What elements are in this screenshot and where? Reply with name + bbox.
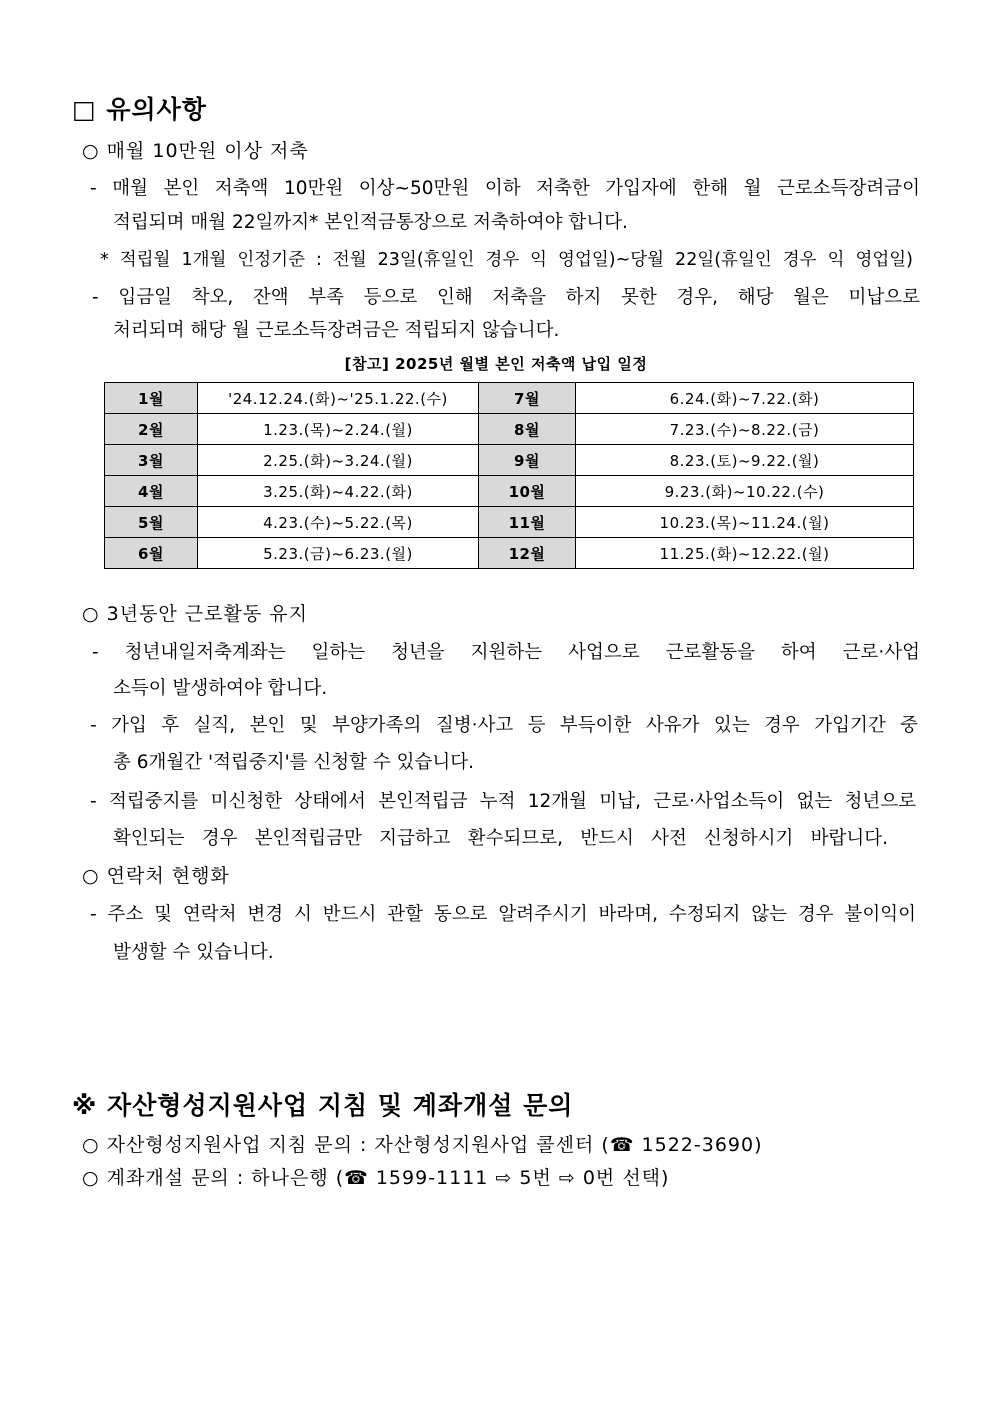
bullet-missed-line2: 처리되며 해당 월 근로소득장려금은 적립되지 않습니다. bbox=[113, 320, 560, 341]
bullet-suspend-line1: - 가입 후 실직, 본인 및 부양가족의 질병·사고 등 부득이한 사유가 있는 경우 가입기간 중 bbox=[90, 715, 918, 736]
inquiry-guideline-line: ○ 자산형성지원사업 지침 문의 : 자산형성지원사업 콜센터 (☎ 1522-3690) bbox=[82, 1134, 763, 1156]
section-title-inquiry: ※ 자산형성지원사업 지침 및 계좌개설 문의 bbox=[72, 1091, 574, 1120]
date-range-cell: '24.12.24.(화)~'25.1.22.(수) bbox=[198, 383, 479, 414]
bullet-contact-line1: - 주소 및 연락처 변경 시 반드시 관할 동으로 알려주시기 바라며, 수정되지 않는 경우 불이익이 bbox=[90, 904, 916, 925]
bullet-suspend-line2: 총 6개월간 '적립중지'를 신청할 수 있습니다. bbox=[113, 752, 475, 773]
bullet-savings-line2: 적립되며 매월 22일까지* 본인적금통장으로 저축하여야 합니다. bbox=[113, 212, 628, 233]
note-recognition-criteria: * 적립월 1개월 인정기준 : 전월 23일(휴일인 경우 익 영업일)~당월 22일(휴일인 경우 익 영업일) bbox=[100, 250, 913, 270]
table-row bbox=[105, 383, 914, 414]
table-row bbox=[105, 414, 914, 445]
section-title-notice: □ 유의사항 bbox=[72, 95, 207, 124]
date-range-cell: 4.23.(수)~5.22.(목) bbox=[198, 507, 479, 538]
table-row bbox=[105, 445, 914, 476]
table-row bbox=[105, 507, 914, 538]
date-range-cell: 5.23.(금)~6.23.(월) bbox=[198, 538, 479, 569]
table-caption: [참고] 2025년 월별 본인 저축액 납입 일정 bbox=[344, 355, 648, 373]
bullet-missed-line1: - 입금일 착오, 잔액 부족 등으로 인해 저축을 하지 못한 경우, 해당 월은 미납으로 bbox=[92, 287, 920, 308]
month-cell: 12월 bbox=[479, 538, 576, 569]
month-cell: 9월 bbox=[479, 445, 576, 476]
heading-maintain-work: ○ 3년동안 근로활동 유지 bbox=[82, 603, 308, 625]
month-cell: 4월 bbox=[105, 476, 198, 507]
month-cell: 11월 bbox=[479, 507, 576, 538]
date-range-cell: 6.24.(화)~7.22.(화) bbox=[576, 383, 914, 414]
month-cell: 6월 bbox=[105, 538, 198, 569]
payment-schedule-table bbox=[104, 382, 914, 569]
date-range-cell: 9.23.(화)~10.22.(수) bbox=[576, 476, 914, 507]
heading-monthly-savings: ○ 매월 10만원 이상 저축 bbox=[82, 140, 309, 162]
bullet-contact-line2: 발생할 수 있습니다. bbox=[113, 942, 274, 963]
month-cell: 7월 bbox=[479, 383, 576, 414]
table-row bbox=[105, 538, 914, 569]
date-range-cell: 10.23.(목)~11.24.(월) bbox=[576, 507, 914, 538]
month-cell: 3월 bbox=[105, 445, 198, 476]
inquiry-account-line: ○ 계좌개설 문의 : 하나은행 (☎ 1599-1111 ⇨ 5번 ⇨ 0번 선택) bbox=[82, 1167, 670, 1189]
month-cell: 10월 bbox=[479, 476, 576, 507]
date-range-cell: 1.23.(목)~2.24.(월) bbox=[198, 414, 479, 445]
date-range-cell: 3.25.(화)~4.22.(화) bbox=[198, 476, 479, 507]
date-range-cell: 8.23.(토)~9.22.(월) bbox=[576, 445, 914, 476]
date-range-cell: 7.23.(수)~8.22.(금) bbox=[576, 414, 914, 445]
heading-contact-update: ○ 연락처 현행화 bbox=[82, 865, 230, 887]
bullet-refund-line2: 확인되는 경우 본인적립금만 지급하고 환수되므로, 반드시 사전 신청하시기 바랍니다. bbox=[113, 828, 888, 849]
date-range-cell: 2.25.(화)~3.24.(월) bbox=[198, 445, 479, 476]
bullet-refund-line1: - 적립중지를 미신청한 상태에서 본인적립금 누적 12개월 미납, 근로·사업소득이 없는 청년으로 bbox=[90, 791, 916, 812]
month-cell: 8월 bbox=[479, 414, 576, 445]
date-range-cell: 11.25.(화)~12.22.(월) bbox=[576, 538, 914, 569]
bullet-savings-line1: - 매월 본인 저축액 10만원 이상~50만원 이하 저축한 가입자에 한해 월 근로소득장려금이 bbox=[90, 178, 920, 199]
month-cell: 2월 bbox=[105, 414, 198, 445]
month-cell: 5월 bbox=[105, 507, 198, 538]
bullet-work-line1: - 청년내일저축계좌는 일하는 청년을 지원하는 사업으로 근로활동을 하여 근로·사업 bbox=[92, 642, 920, 663]
bullet-work-line2: 소득이 발생하여야 합니다. bbox=[113, 678, 328, 699]
month-cell: 1월 bbox=[105, 383, 198, 414]
table-row bbox=[105, 476, 914, 507]
